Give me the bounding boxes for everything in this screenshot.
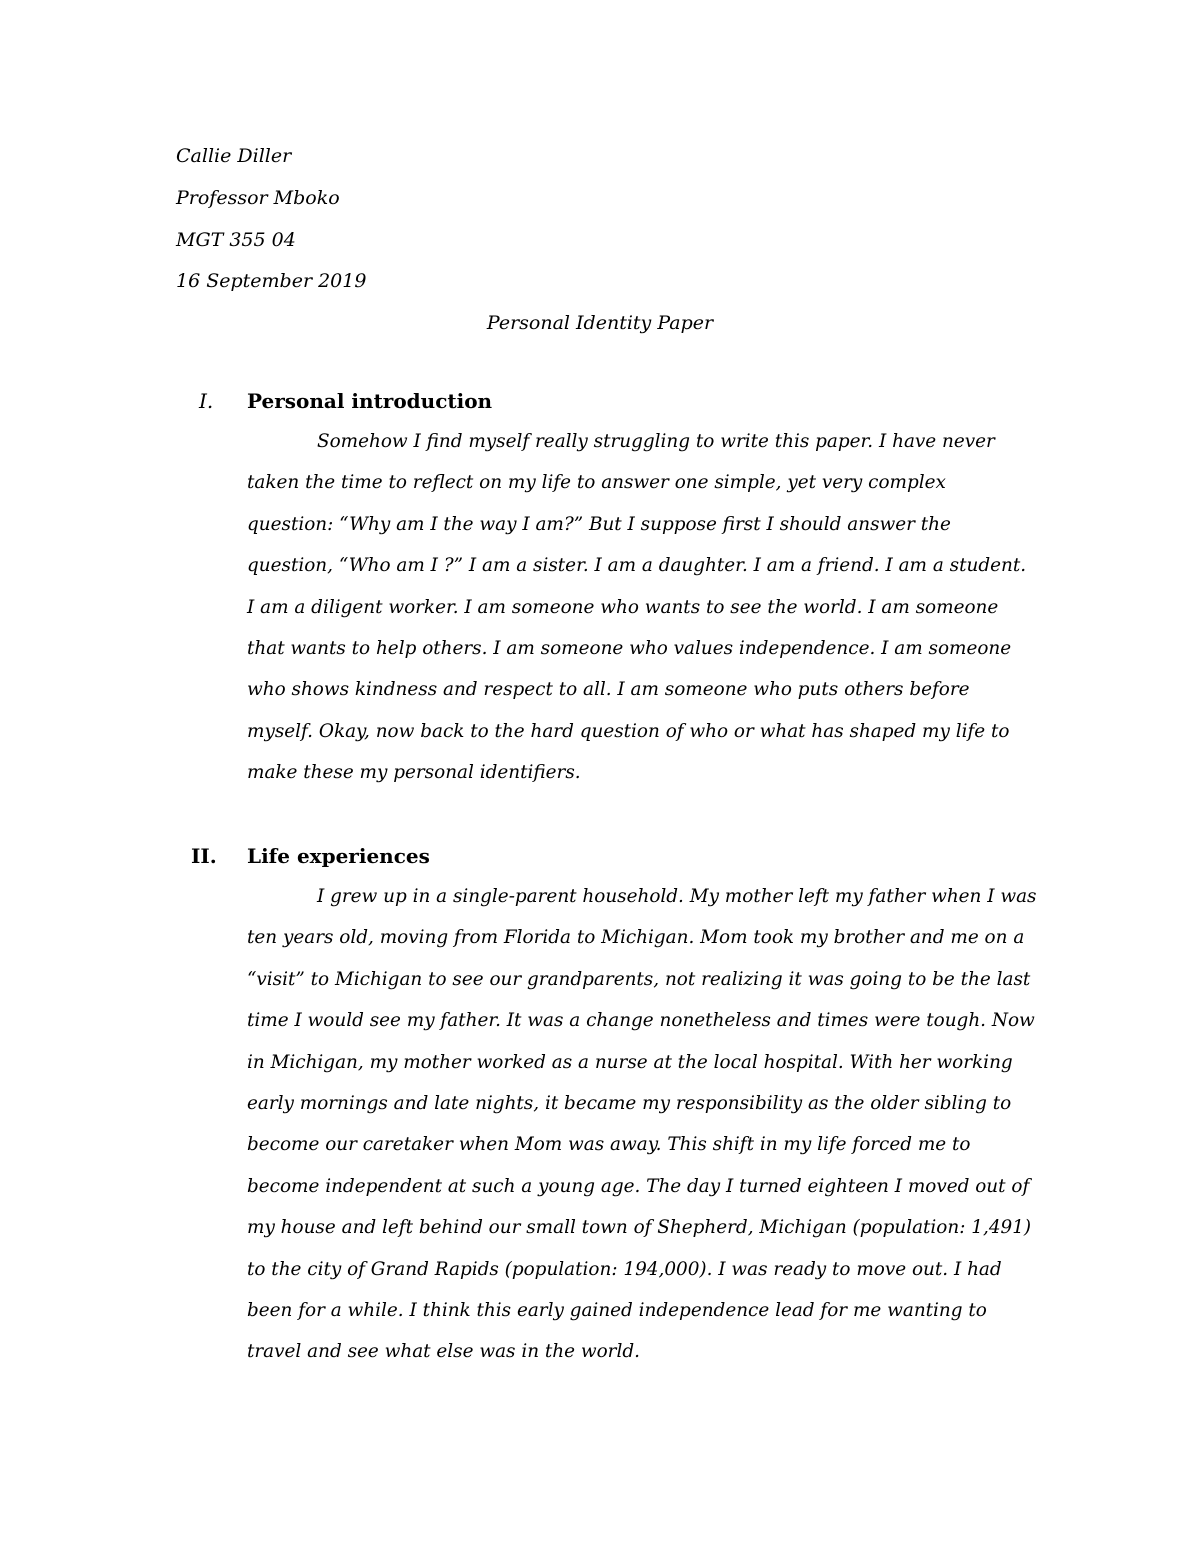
section-heading: Personal introduction	[247, 389, 493, 413]
course-code: MGT 355 04	[176, 229, 296, 251]
paper-date: 16 September 2019	[176, 270, 367, 292]
section-body: Somehow I find myself really struggling to write this paper. I have never taken the time to reflect on my life to answer one simple, yet very complex question: “Why am I the way I am?” But I suppose first I should answer the question, “Who am I ?” I am a sister. I am a daughter. I am a friend. I am a student. I am a diligent worker. I am someone who wants to see the world. I am someone that wants to help others. I am someone who values independence. I am someone who shows kindness and respect to all. I am someone who puts others before myself. Okay, now back to the hard question of who or what has shaped my life to make these my personal identifiers.	[247, 431, 1027, 784]
section-number: II.	[191, 844, 217, 868]
author-name: Callie Diller	[176, 145, 292, 167]
section-heading: Life experiences	[247, 844, 430, 868]
section-body: I grew up in a single-parent household. My mother left my father when I was ten years old, moving from Florida to Michigan. Mom took my brother and me on a “visit” to Michigan to see our grandparents, not realizing it was going to be the last time I would see my father. It was a change nonetheless and times were tough. Now in Michigan, my mother worked as a nurse at the local hospital. With her working early mornings and late nights, it became my responsibility as the older sibling to become our caretaker when Mom was away. This shift in my life forced me to become independent at such a young age. The day I turned eighteen I moved out of my house and left behind our small town of Shepherd, Michigan (population: 1,491) to the city of Grand Rapids (population: 194,000). I was ready to move out. I had been for a while. I think this early gained independence lead for me wanting to travel and see what else was in the world.	[247, 886, 1037, 1363]
paper-title-text: Personal Identity Paper	[486, 312, 714, 334]
professor-name: Professor Mboko	[176, 187, 340, 209]
paper-title	[0, 311, 1200, 335]
section-number: I.	[199, 389, 214, 413]
